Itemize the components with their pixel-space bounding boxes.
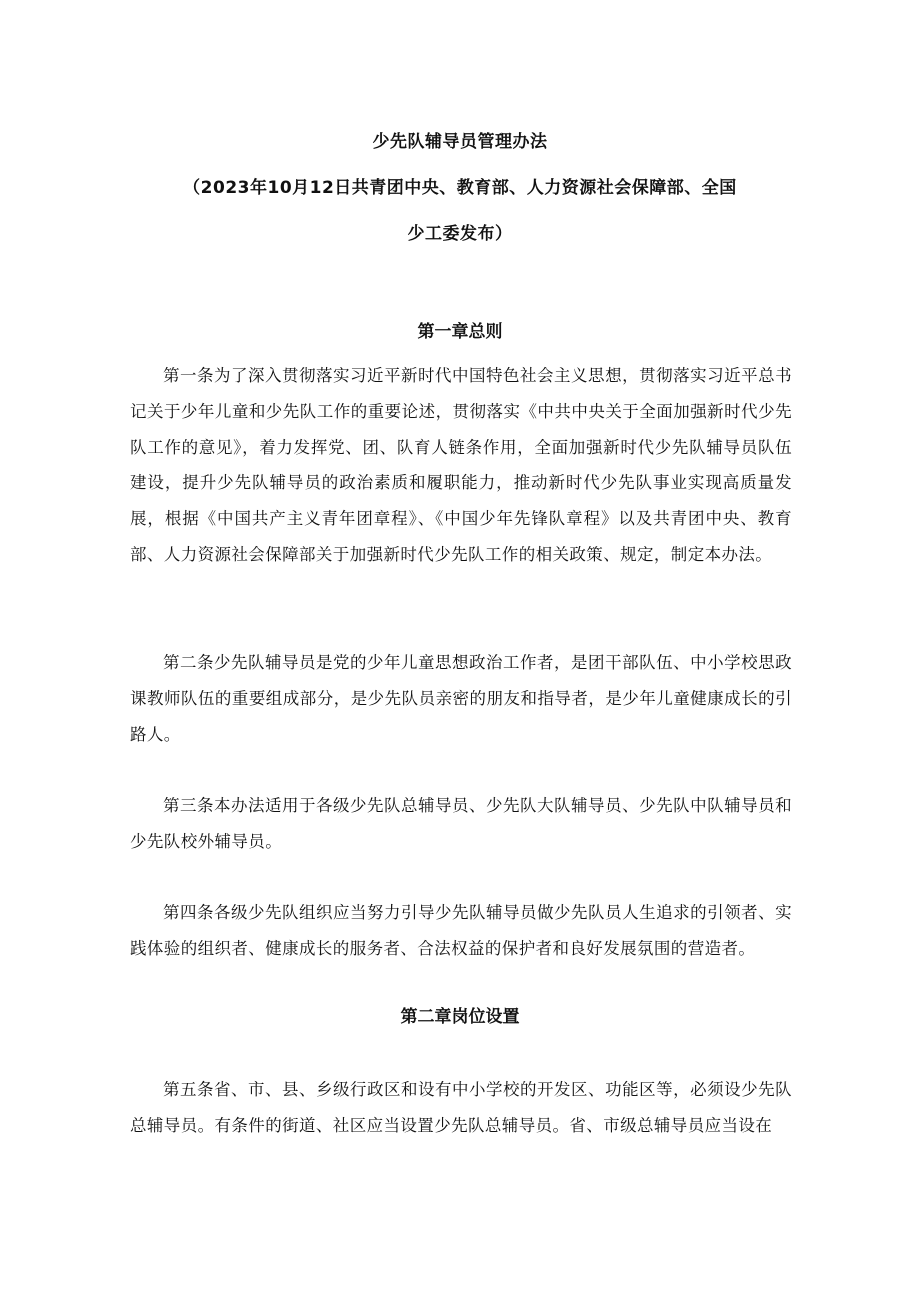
chapter1-heading: 第一章总则 [417,322,503,342]
article-2: 第二条少先队辅导员是党的少年儿童思想政治工作者，是团干部队伍、中小学校思政课教师队伍的重要组成部分，是少先队员亲密的朋友和指导者，是少年儿童健康成长的引路人。 [130,653,792,744]
document-subtitle-line1: （2023年10月12日共青团中央、教育部、人力资源社会保障部、全国 [183,178,737,198]
article-4: 第四条各级少先队组织应当努力引导少先队辅导员做少先队员人生追求的引领者、实践体验的组织者、健康成长的服务者、合法权益的保护者和良好发展氛围的营造者。 [130,903,792,958]
article-5: 第五条省、市、县、乡级行政区和设有中小学校的开发区、功能区等，必须设少先队总辅导员。有条件的街道、社区应当设置少先队总辅导员。省、市级总辅导员应当设在 [130,1080,792,1135]
document-title: 少先队辅导员管理办法 [372,132,548,152]
article-3: 第三条本办法适用于各级少先队总辅导员、少先队大队辅导员、少先队中队辅导员和少先队校外辅导员。 [130,796,792,851]
chapter2-heading: 第二章岗位设置 [400,1007,520,1027]
document-subtitle-line2: 少工委发布） [407,224,513,244]
article-1: 第一条为了深入贯彻落实习近平新时代中国特色社会主义思想，贯彻落实习近平总书记关于少年儿童和少先队工作的重要论述，贯彻落实《中共中央关于全面加强新时代少先队工作的意见》，着力发挥党、团、队育人链条作用，全面加强新时代少先队辅导员队伍建设，提升少先队辅导员的政治素质和履职能力，推动新时代少先队事业实现高质量发展，根据《中国共产主义青年团章程》、《中国少年先锋队章程》以及共青团中央、教育部、人力资源社会保障部关于加强新时代少先队工作的相关政策、规定，制定本办法。 [130,366,792,564]
